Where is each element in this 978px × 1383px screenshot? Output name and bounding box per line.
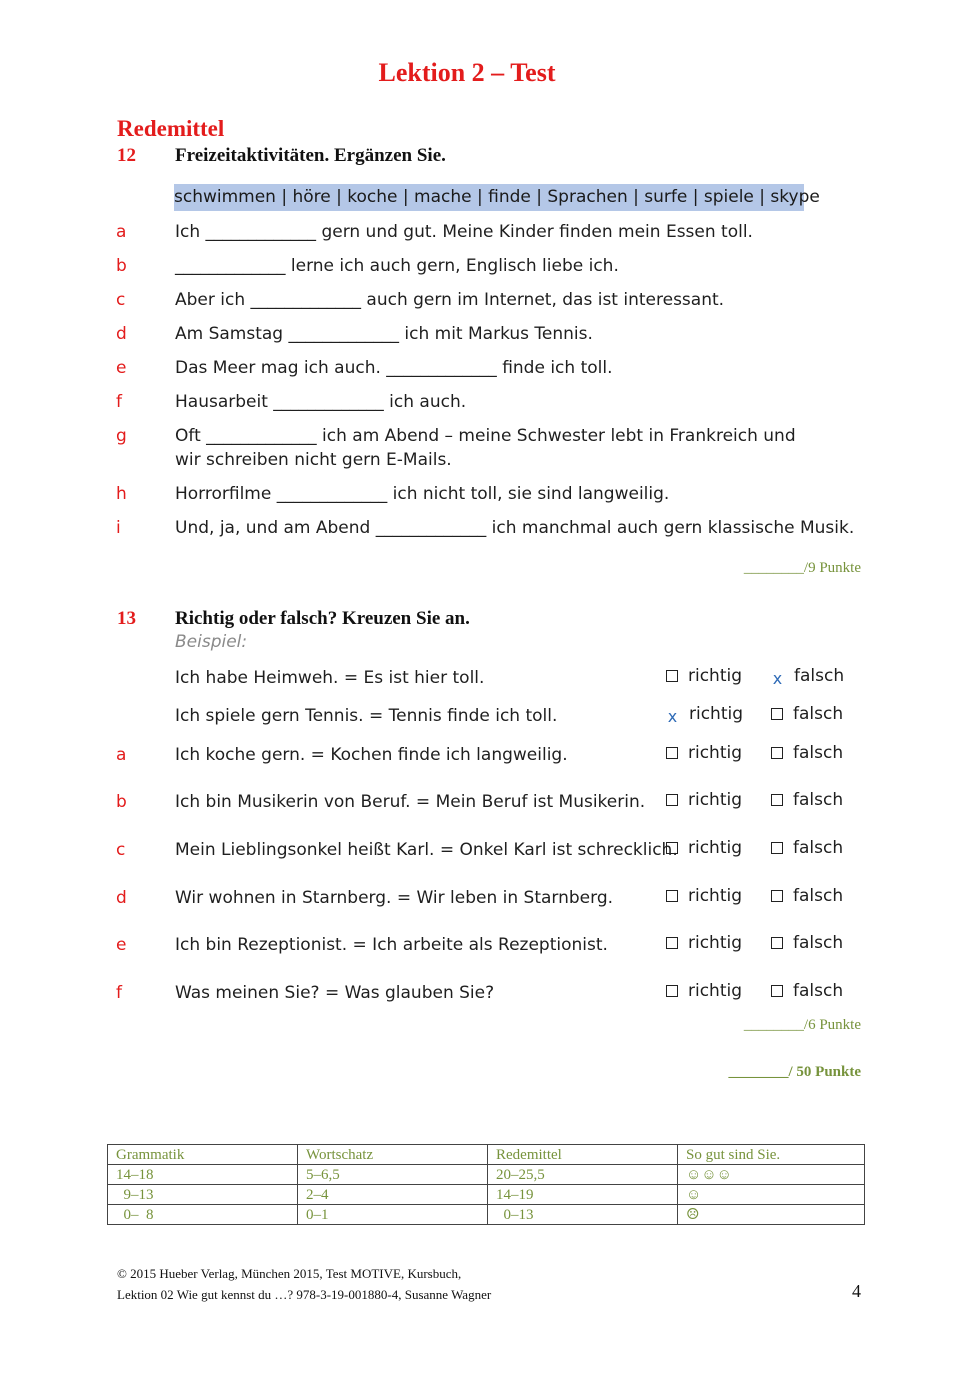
option-falsch[interactable]: falsch [771,981,843,1001]
table-cell: 14–18 [108,1165,298,1185]
checkbox-icon[interactable] [666,985,678,997]
statement: Ich habe Heimweh. = Es ist hier toll. [175,668,485,688]
table-header-cell: Grammatik [108,1145,298,1165]
statement: Mein Lieblingsonkel heißt Karl. = Onkel Karl ist schrecklich. [175,840,678,860]
example-label: Beispiel: [175,632,248,652]
table-header-cell: Redemittel [488,1145,678,1165]
exercise-12-heading: Freizeitaktivitäten. Ergänzen Sie. [175,145,446,166]
checkbox-icon[interactable] [666,890,678,902]
option-falsch[interactable]: falsch [771,933,843,953]
table-header-row [108,1145,865,1165]
option-richtig[interactable]: richtig [666,743,742,763]
item-letter: f [116,983,122,1003]
fill-sentence: Oft _____________ ich am Abend – meine Schwester lebt in Frankreich und [175,426,796,446]
total-points: ________/ 50 Punkte [728,1064,861,1080]
checkbox-icon[interactable] [666,670,678,682]
fill-sentence: _____________ lerne ich auch gern, Englisch liebe ich. [175,256,619,276]
word-box: schwimmen | höre | koche | mache | finde | Sprachen | surfe | spiele | skype [174,184,804,211]
checkbox-icon[interactable] [771,747,783,759]
option-falsch[interactable]: falsch [771,886,843,906]
checkbox-icon[interactable] [771,985,783,997]
item-letter: b [116,792,127,812]
option-richtig[interactable]: richtig [666,838,742,858]
fill-sentence: Aber ich _____________ auch gern im Internet, das ist interessant. [175,290,725,310]
statement: Wir wohnen in Starnberg. = Wir leben in Starnberg. [175,888,614,908]
item-letter: d [116,324,127,344]
table-cell: 20–25,5 [488,1165,678,1185]
checkbox-icon[interactable] [666,747,678,759]
cross-mark-icon[interactable]: x [772,668,783,688]
table-row [108,1205,865,1225]
points-12: ________/9 Punkte [743,560,861,576]
table-cell: 0– 8 [108,1205,298,1225]
smiley-rating: ☺ [678,1185,865,1205]
checkbox-icon[interactable] [771,890,783,902]
fill-sentence: Das Meer mag ich auch. _____________ finde ich toll. [175,358,613,378]
item-letter: g [116,426,127,446]
item-letter: a [116,745,127,765]
footer-source: Lektion 02 Wie gut kennst du …? 978-3-19-001880-4, Susanne Wagner [117,1287,492,1302]
fill-sentence: Horrorfilme _____________ ich nicht toll, sie sind langweilig. [175,484,670,504]
points-13: ________/6 Punkte [743,1017,861,1033]
fill-sentence-continuation: wir schreiben nicht gern E-Mails. [175,450,452,470]
item-letter: a [116,222,127,242]
option-falsch[interactable]: x falsch [772,666,845,688]
exercise-13-number: 13 [117,608,136,629]
item-letter: c [116,840,126,860]
table-cell: 5–6,5 [298,1165,488,1185]
option-richtig[interactable]: richtig [666,886,742,906]
checkbox-icon[interactable] [666,937,678,949]
page-title: Lektion 2 – Test [378,58,556,87]
option-falsch[interactable]: falsch [771,743,843,763]
item-letter: b [116,256,127,276]
option-richtig[interactable]: richtig [666,981,742,1001]
table-row [108,1185,865,1205]
option-richtig[interactable]: x richtig [667,704,744,726]
option-richtig[interactable]: richtig [666,666,742,686]
page-number: 4 [852,1281,861,1301]
item-letter: c [116,290,126,310]
score-table [107,1144,865,1225]
table-header-cell: Wortschatz [298,1145,488,1165]
smiley-rating: ☺☺☺ [678,1165,865,1185]
table-cell: 2–4 [298,1185,488,1205]
table-cell: 0–13 [488,1205,678,1225]
statement: Was meinen Sie? = Was glauben Sie? [175,983,495,1003]
option-falsch[interactable]: falsch [771,838,843,858]
footer-copyright: © 2015 Hueber Verlag, München 2015, Test MOTIVE, Kursbuch, [117,1266,462,1281]
item-letter: e [116,358,127,378]
checkbox-icon[interactable] [771,794,783,806]
option-richtig[interactable]: richtig [666,790,742,810]
checkbox-icon[interactable] [771,842,783,854]
item-letter: d [116,888,127,908]
item-letter: e [116,935,127,955]
fill-sentence: Ich _____________ gern und gut. Meine Kinder finden mein Essen toll. [175,222,753,242]
table-cell: 9–13 [108,1185,298,1205]
option-falsch[interactable]: falsch [771,790,843,810]
fill-sentence: Hausarbeit _____________ ich auch. [175,392,467,412]
option-richtig[interactable]: richtig [666,933,742,953]
statement: Ich koche gern. = Kochen finde ich langweilig. [175,745,568,765]
table-header-cell: So gut sind Sie. [678,1145,865,1165]
statement: Ich bin Musikerin von Beruf. = Mein Beruf ist Musikerin. [175,792,646,812]
statement: Ich spiele gern Tennis. = Tennis finde ich toll. [175,706,558,726]
checkbox-icon[interactable] [771,708,783,720]
item-letter: f [116,392,122,412]
table-cell: 0–1 [298,1205,488,1225]
item-letter: i [116,518,121,538]
exercise-12-number: 12 [117,145,136,166]
checkbox-icon[interactable] [771,937,783,949]
item-letter: h [116,484,127,504]
section-heading: Redemittel [117,116,225,141]
statement: Ich bin Rezeptionist. = Ich arbeite als Rezeptionist. [175,935,608,955]
exercise-13-heading: Richtig oder falsch? Kreuzen Sie an. [175,608,470,629]
checkbox-icon[interactable] [666,842,678,854]
table-row [108,1165,865,1185]
option-falsch[interactable]: falsch [771,704,843,724]
smiley-rating: ☹ [678,1205,865,1225]
fill-sentence: Am Samstag _____________ ich mit Markus Tennis. [175,324,593,344]
checkbox-icon[interactable] [666,794,678,806]
cross-mark-icon[interactable]: x [667,706,678,726]
fill-sentence: Und, ja, und am Abend _____________ ich manchmal auch gern klassische Musik. [175,518,855,538]
table-cell: 14–19 [488,1185,678,1205]
